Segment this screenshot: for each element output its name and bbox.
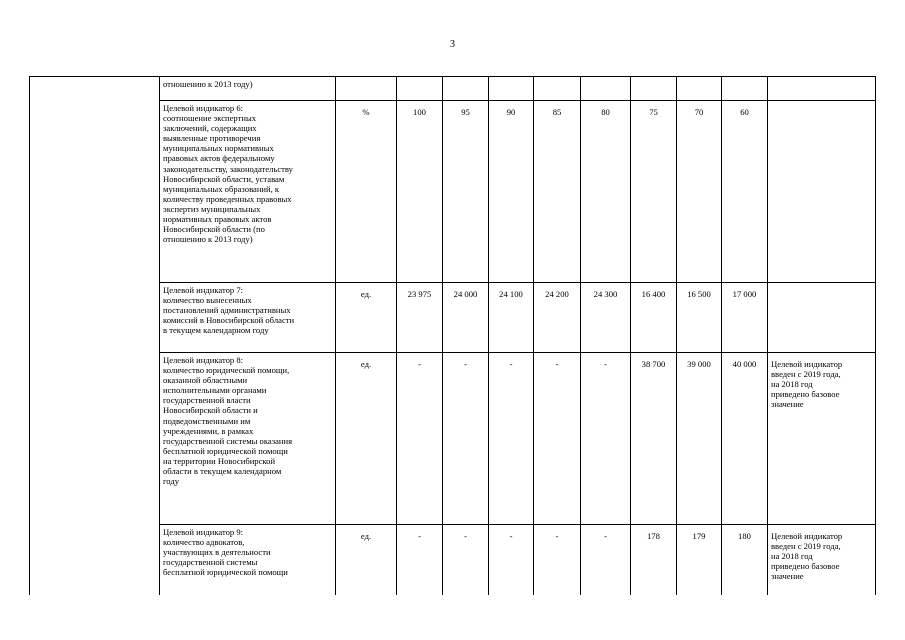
value-cell — [534, 77, 581, 101]
value-cell: 80 — [581, 101, 631, 283]
value-cell: 178 — [631, 525, 677, 595]
value-cell: - — [443, 525, 489, 595]
value-cell: 40 000 — [722, 353, 768, 525]
note-cell — [768, 77, 876, 101]
note-cell: Целевой индикатор введен с 2019 года, на 2018 год приведено базовое значение — [768, 353, 876, 525]
value-cell: 16 400 — [631, 283, 677, 353]
value-cell — [443, 77, 489, 101]
value-cell — [489, 77, 534, 101]
value-cell: 95 — [443, 101, 489, 283]
value-cell: 100 — [397, 101, 443, 283]
note-cell — [768, 283, 876, 353]
value-cell: 39 000 — [677, 353, 722, 525]
indicator-cell: Целевой индикатор 7: количество вынесенных постановлений административных комиссий в Новосибирской области в текущем календарном году — [160, 283, 336, 353]
value-cell: 38 700 — [631, 353, 677, 525]
unit-cell — [336, 77, 397, 101]
value-cell: 24 300 — [581, 283, 631, 353]
program-cell — [30, 77, 160, 595]
value-cell: 24 100 — [489, 283, 534, 353]
value-cell: 90 — [489, 101, 534, 283]
indicator-cell: Целевой индикатор 6: соотношение экспертных заключений, содержащих выявленные противоречия муниципальных нормативных правовых актов федеральному законодательству, законодательству Новосибирской области, уставам муниципальных образований, к количеству проведенных правовых экспертиз муниципальных нормативных правовых актов Новосибирской области (по отношению к 2013 году) — [160, 101, 336, 283]
note-cell — [768, 101, 876, 283]
value-cell: 17 000 — [722, 283, 768, 353]
indicator-cell: Целевой индикатор 9: количество адвокатов, участвующих в деятельности государственной системы бесплатной юридической помощи — [160, 525, 336, 595]
value-cell — [631, 77, 677, 101]
unit-cell: ед. — [336, 525, 397, 595]
page-number: 3 — [450, 39, 455, 50]
value-cell: 85 — [534, 101, 581, 283]
unit-cell: ед. — [336, 353, 397, 525]
value-cell: - — [534, 353, 581, 525]
unit-cell: ед. — [336, 283, 397, 353]
indicator-cell: Целевой индикатор 8: количество юридической помощи, оказанной областными исполнительными органами государственной власти Новосибирской области и подведомственными им учреждениями, в рамках государственной системы оказания бесплатной юридической помощи на территории Новосибирской области в текущем календарном году — [160, 353, 336, 525]
value-cell: - — [581, 525, 631, 595]
value-cell: 16 500 — [677, 283, 722, 353]
value-cell: - — [397, 353, 443, 525]
value-cell — [397, 77, 443, 101]
indicator-cell: отношению к 2013 году) — [160, 77, 336, 101]
value-cell: 179 — [677, 525, 722, 595]
unit-cell: % — [336, 101, 397, 283]
value-cell: 70 — [677, 101, 722, 283]
value-cell — [677, 77, 722, 101]
value-cell: - — [489, 353, 534, 525]
value-cell: - — [581, 353, 631, 525]
value-cell: 24 000 — [443, 283, 489, 353]
value-cell: 75 — [631, 101, 677, 283]
value-cell — [722, 77, 768, 101]
value-cell: 180 — [722, 525, 768, 595]
indicators-table — [29, 76, 876, 595]
value-cell: 60 — [722, 101, 768, 283]
value-cell: 23 975 — [397, 283, 443, 353]
value-cell: - — [489, 525, 534, 595]
value-cell: - — [534, 525, 581, 595]
value-cell: 24 200 — [534, 283, 581, 353]
note-cell: Целевой индикатор введен с 2019 года, на 2018 год приведено базовое значение — [768, 525, 876, 595]
value-cell: - — [397, 525, 443, 595]
table-row — [30, 77, 876, 101]
value-cell — [581, 77, 631, 101]
value-cell: - — [443, 353, 489, 525]
